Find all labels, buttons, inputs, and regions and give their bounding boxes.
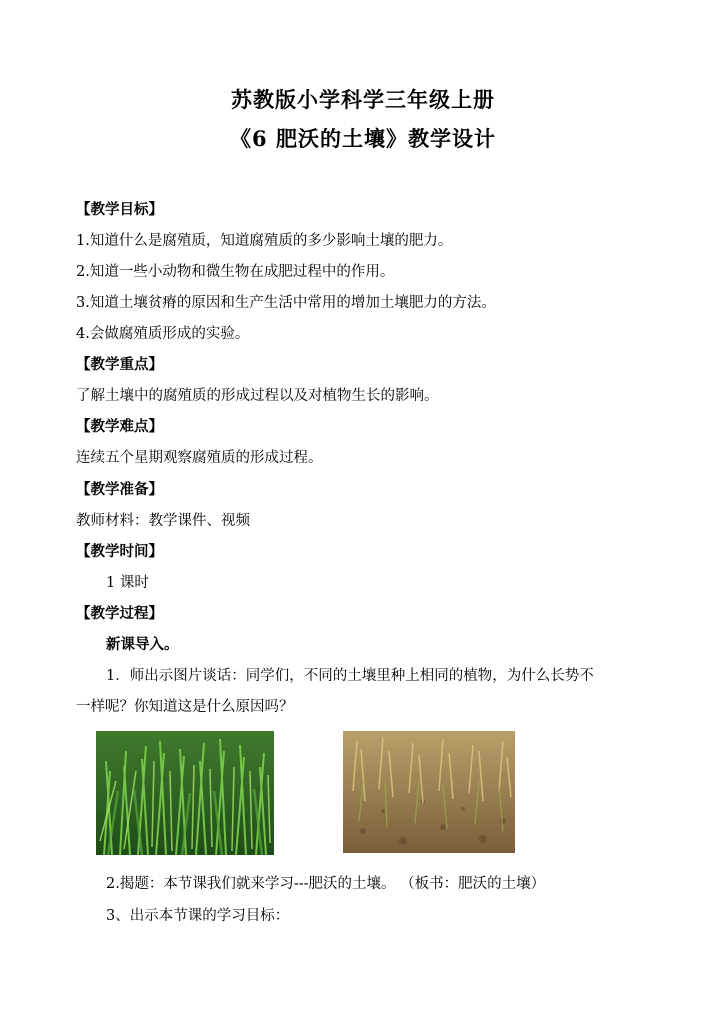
goals-heading: 【教学目标】 <box>76 201 163 218</box>
withered-rice-field-photo <box>343 731 515 853</box>
document-title-line1: 苏教版小学科学三年级上册 <box>231 87 495 112</box>
key-text: 了解土壤中的腐殖质的形成过程以及对植物生长的影响。 <box>76 388 439 404</box>
step3-text: 3、出示本节课的学习目标： <box>106 908 290 924</box>
difficulty-heading: 【教学难点】 <box>76 418 163 435</box>
goal-item-4: 4.会做腐殖质形成的实验。 <box>76 326 250 342</box>
step1-line2: 一样呢？你知道这是什么原因吗？ <box>76 699 294 715</box>
step1-line1: 1．师出示图片谈话：同学们，不同的土壤里种上相同的植物，为什么长势不 <box>106 668 594 684</box>
time-text: 1 课时 <box>106 575 149 591</box>
difficulty-text: 连续五个星期观察腐殖质的形成过程。 <box>76 450 323 466</box>
prep-heading: 【教学准备】 <box>76 481 163 498</box>
step2-text: 2.揭题：本节课我们就来学习---肥沃的土壤。 （板书：肥沃的土壤） <box>106 876 546 892</box>
time-heading: 【教学时间】 <box>76 543 163 560</box>
goal-item-1: 1.知道什么是腐殖质，知道腐殖质的多少影响土壤的肥力。 <box>76 233 453 249</box>
key-heading: 【教学重点】 <box>76 356 163 373</box>
green-rice-field-photo <box>96 731 274 855</box>
prep-text: 教师材料：教学课件、视频 <box>76 513 250 529</box>
document-title-line2: 《6 肥沃的土壤》教学设计 <box>230 126 496 151</box>
goal-item-3: 3.知道土壤贫瘠的原因和生产生活中常用的增加土壤肥力的方法。 <box>76 295 496 311</box>
intro-text: 新课导入。 <box>106 636 179 653</box>
process-heading: 【教学过程】 <box>76 605 163 622</box>
goal-item-2: 2.知道一些小动物和微生物在成肥过程中的作用。 <box>76 264 395 280</box>
